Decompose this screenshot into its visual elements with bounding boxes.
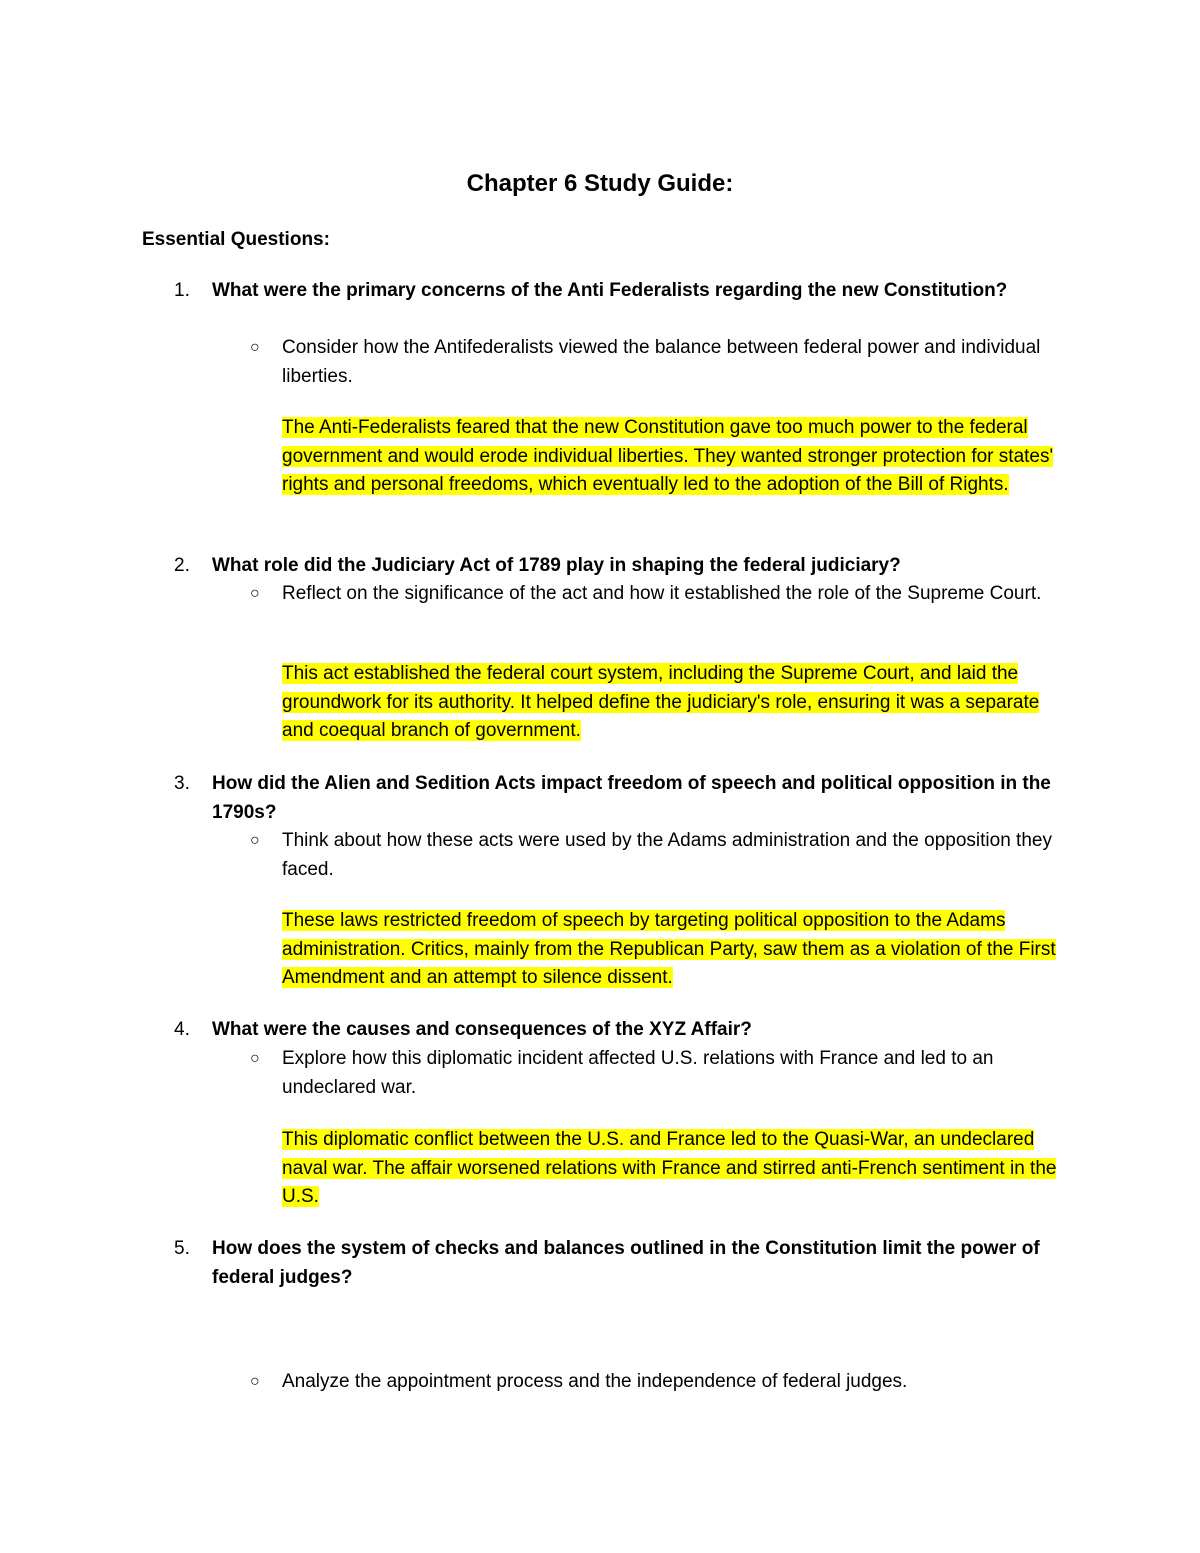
hint-text: Reflect on the significance of the act and how it established the role of the Supreme Court. — [282, 583, 1042, 604]
hint-text: Explore how this diplomatic incident affected U.S. relations with France and led to an undeclared war. — [282, 1048, 994, 1098]
question-number: 5. — [174, 1238, 190, 1259]
question-hint — [250, 334, 1072, 391]
hint-text: Consider how the Antifederalists viewed the balance between federal power and individual liberties. — [282, 337, 1041, 387]
hollow-circle-bullet-icon: ○ — [250, 585, 260, 602]
answer-highlighted — [282, 414, 1072, 500]
highlighted-answer-text: The Anti-Federalists feared that the new Constitution gave too much power to the federal government and would erode individual liberties. They wanted stronger protection for states' rights and personal freedoms, which eventually led to the adoption of the Bill of Rights. — [282, 417, 1054, 496]
hollow-circle-bullet-icon: ○ — [250, 832, 260, 849]
question-text: What were the causes and consequences of the XYZ Affair? — [212, 1019, 752, 1040]
section-heading: Essential Questions: — [142, 229, 330, 250]
answer-highlighted — [282, 907, 1072, 993]
highlighted-answer-text: This act established the federal court system, including the Supreme Court, and laid the groundwork for its authority. It helped define the judiciary's role, ensuring it was a separate and coequal branch of government. — [282, 663, 1040, 742]
hollow-circle-bullet-icon: ○ — [250, 1050, 260, 1067]
highlighted-answer-text: This diplomatic conflict between the U.S. and France led to the Quasi-War, an undeclared naval war. The affair worsened relations with France and stirred anti-French sentiment in the U.S. — [282, 1129, 1057, 1208]
hollow-circle-bullet-icon: ○ — [250, 1373, 260, 1390]
question-hint — [250, 1045, 1072, 1102]
question-hint — [250, 580, 1072, 609]
question-text: How does the system of checks and balances outlined in the Constitution limit the power of federal judges? — [212, 1238, 1040, 1288]
question-number: 4. — [174, 1019, 190, 1040]
highlighted-answer-text: These laws restricted freedom of speech by targeting political opposition to the Adams administration. Critics, mainly from the Republican Party, saw them as a violation of the First Amendment and an attempt to silence dissent. — [282, 910, 1056, 989]
question-text: What were the primary concerns of the Anti Federalists regarding the new Constitution? — [212, 280, 1008, 301]
hollow-circle-bullet-icon: ○ — [250, 339, 260, 356]
hint-text: Think about how these acts were used by the Adams administration and the opposition they faced. — [282, 830, 1052, 880]
question-number: 1. — [174, 280, 190, 301]
answer-highlighted — [282, 660, 1072, 746]
question-number: 2. — [174, 555, 190, 576]
question-text: What role did the Judiciary Act of 1789 play in shaping the federal judiciary? — [212, 555, 901, 576]
page-title: Chapter 6 Study Guide: — [466, 170, 734, 197]
question-hint — [250, 827, 1072, 884]
question-hint — [250, 1368, 1072, 1397]
hint-text: Analyze the appointment process and the independence of federal judges. — [282, 1371, 908, 1392]
question-text: How did the Alien and Sedition Acts impact freedom of speech and political opposition in the 1790s? — [212, 773, 1051, 823]
question-number: 3. — [174, 773, 190, 794]
answer-highlighted — [282, 1126, 1072, 1212]
